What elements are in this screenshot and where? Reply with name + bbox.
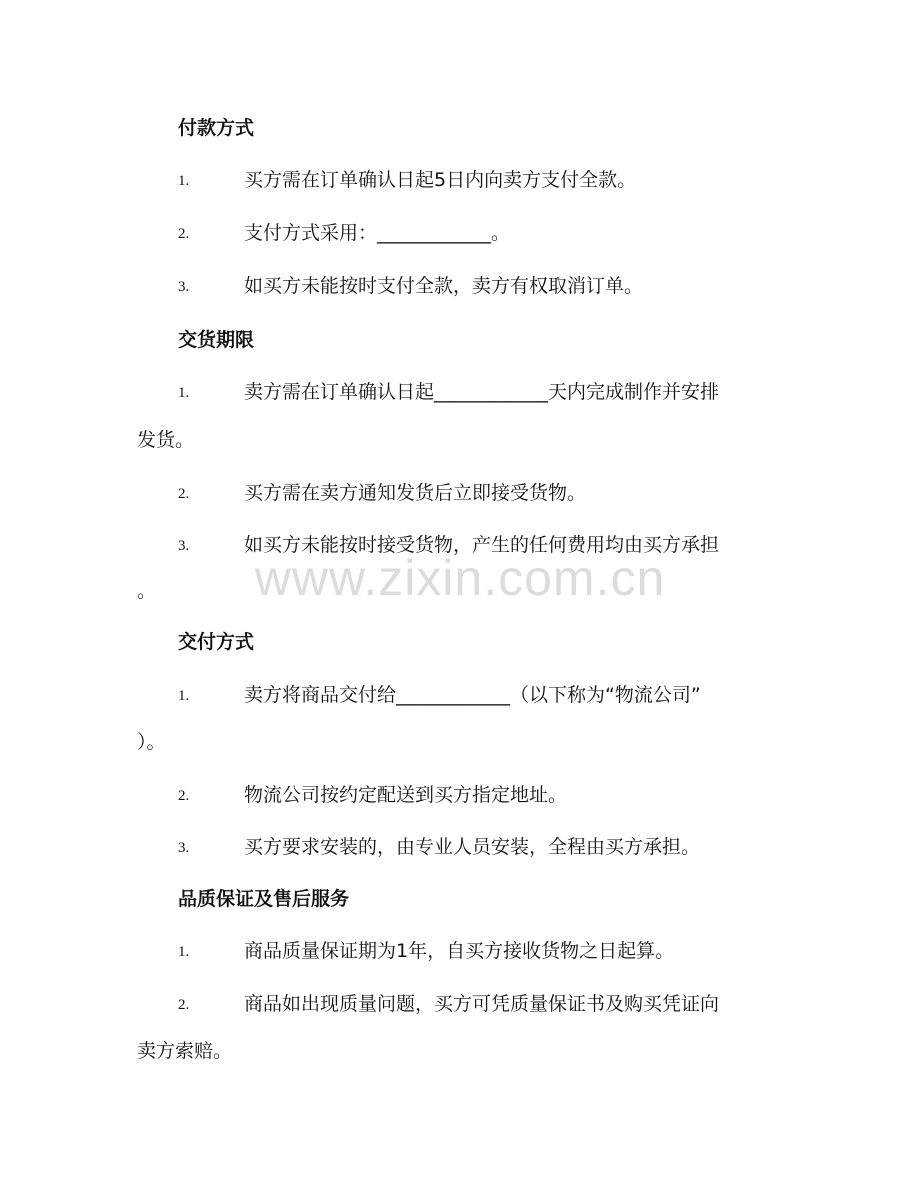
- list-number: 2.: [178, 997, 190, 1013]
- watermark: www.zixin.com.cn: [254, 550, 666, 606]
- list-item-text: 买方需在订单确认日起5日内向卖方支付全款。: [244, 169, 637, 191]
- list-item-text: 物流公司按约定配送到买方指定地址。: [244, 784, 568, 806]
- list-item-text: 卖方需在订单确认日起____________天内完成制作并安排: [244, 381, 720, 403]
- list-item-continuation: 发货。: [137, 429, 195, 451]
- list-item-continuation: ）。: [137, 731, 166, 753]
- list-item-text: 买方需在卖方通知发货后立即接受货物。: [244, 482, 587, 504]
- list-number: 3.: [178, 538, 190, 554]
- list-item-text: 如买方未能按时接受货物，产生的任何费用均由买方承担: [244, 534, 720, 556]
- section-heading-warranty: 品质保证及售后服务: [178, 888, 350, 910]
- section-heading-delivery-method: 交付方式: [178, 631, 255, 653]
- list-number: 1.: [178, 688, 190, 704]
- list-item-continuation: 。: [137, 580, 157, 602]
- list-number: 2.: [178, 226, 190, 242]
- list-number: 1.: [178, 173, 190, 189]
- list-item-text: 商品如出现质量问题，买方可凭质量保证书及购买凭证向: [244, 993, 720, 1015]
- list-item-continuation: 卖方索赔。: [137, 1040, 233, 1062]
- list-number: 3.: [178, 279, 190, 295]
- list-item-text: 如买方未能按时支付全款，卖方有权取消订单。: [244, 275, 644, 297]
- list-number: 2.: [178, 486, 190, 502]
- list-item-text: 支付方式采用：____________。: [244, 222, 511, 244]
- section-heading-delivery-deadline: 交货期限: [178, 329, 255, 351]
- list-number: 2.: [178, 788, 190, 804]
- list-item-text: 卖方将商品交付给____________（以下称为“物流公司”: [244, 684, 701, 706]
- list-number: 3.: [178, 840, 190, 856]
- section-heading-payment: 付款方式: [178, 117, 255, 139]
- list-number: 1.: [178, 385, 190, 401]
- list-number: 1.: [178, 944, 190, 960]
- list-item-text: 商品质量保证期为1年，自买方接收货物之日起算。: [244, 940, 675, 962]
- list-item-text: 买方要求安装的，由专业人员安装，全程由买方承担。: [244, 836, 701, 858]
